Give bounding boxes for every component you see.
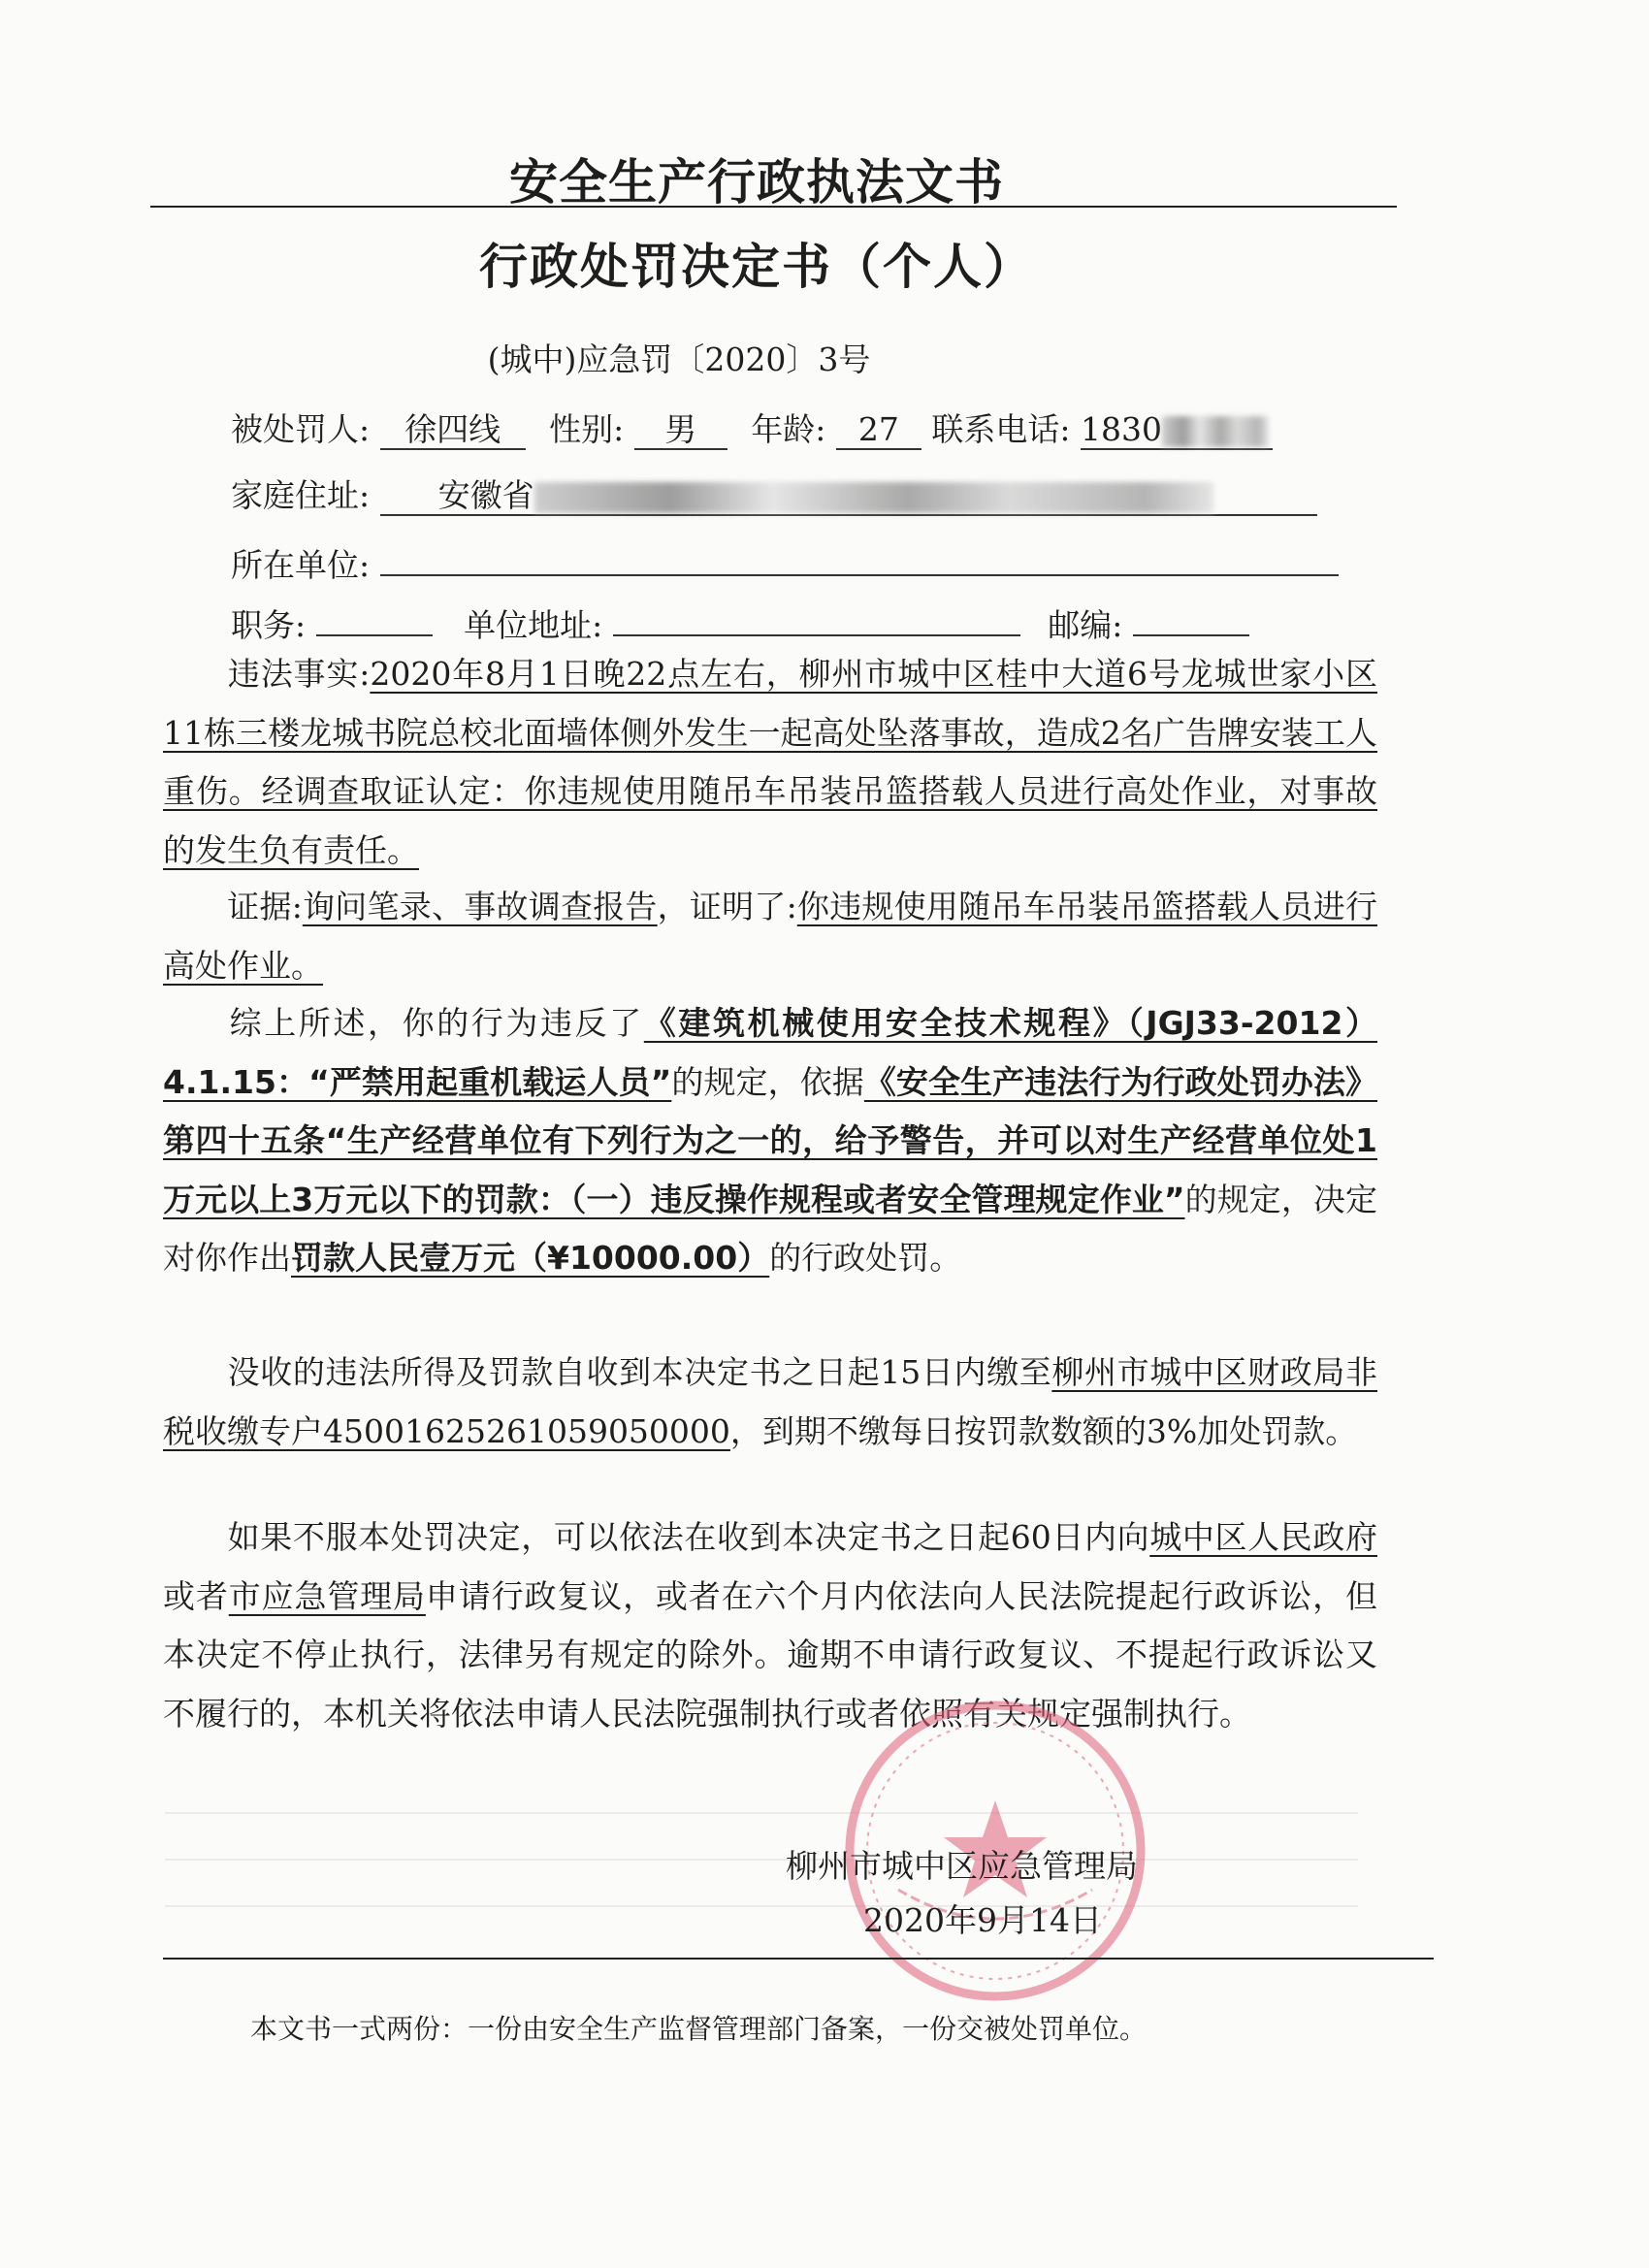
conclusion-lead: 综上所述，你的行为违反了 bbox=[227, 1004, 644, 1042]
phone-label: 联系电话: bbox=[931, 410, 1071, 448]
issuing-authority: 柳州市城中区应急管理局 bbox=[786, 1847, 1138, 1885]
appeal-body-2: 市应急管理局 bbox=[228, 1576, 426, 1615]
party-row-1 bbox=[231, 405, 1273, 454]
party-row-position bbox=[231, 592, 1249, 650]
evidence-proves-label: ，证明了: bbox=[657, 888, 797, 925]
party-row-employer bbox=[231, 532, 1339, 590]
evidence-items: 询问笔录、事故调查报告 bbox=[302, 888, 658, 925]
evidence-proves: 你违规使用随吊车吊装吊篮搭载人员进行高处作业。 bbox=[163, 888, 1378, 985]
penalty-basis: 《安全生产违法行为行政处罚办法》第四十五条“生产经营单位有下列行为之一的，给予警告，并可以对生产经营单位处1万元以上3万元以下的罚款：（一）违反操作规程或者安全管理规定作业” bbox=[163, 1062, 1378, 1218]
payment-account: 柳州市城中区财政局非税收缴专户450016252610590500​00 bbox=[163, 1353, 1378, 1450]
employer-address-value bbox=[613, 592, 1020, 636]
phone-value: 1830 bbox=[1081, 410, 1162, 448]
name-value: 徐四线 bbox=[380, 405, 526, 450]
conclusion-mid: 的规定，依据 bbox=[671, 1062, 864, 1101]
decision-lead: 的规定，决定对你作出 bbox=[163, 1180, 1377, 1277]
appeal-lead: 如果不服本处罚决定，可以依法在收到本决定书之日起60日内向 bbox=[227, 1518, 1150, 1556]
appeal-body-1: 城中区人民政府 bbox=[1149, 1518, 1378, 1556]
header-rule bbox=[150, 206, 1397, 208]
payment-paragraph bbox=[163, 1344, 1377, 1461]
employer-address-label: 单位地址: bbox=[464, 606, 603, 644]
position-label: 职务: bbox=[231, 606, 307, 644]
appeal-tail: 申请行政复议，或者在六个月内依法向人民法院提起行政诉讼，但本决定不停止执行，法律另有规定的除外。逾期不申请行政复议、不提起行政诉讼又不履行的，本机关将依法申请人民法院强制执行或者依照有关规定强制执行。 bbox=[163, 1576, 1378, 1733]
employer-label: 所在单位: bbox=[231, 546, 371, 584]
postcode-label: 邮编: bbox=[1048, 606, 1123, 644]
address-value: 安徽省 bbox=[437, 476, 534, 514]
redaction-blur bbox=[534, 482, 1213, 513]
address-label: 家庭住址: bbox=[231, 476, 371, 514]
evidence-paragraph bbox=[163, 878, 1377, 995]
facts-paragraph bbox=[163, 645, 1377, 880]
conclusion-paragraph bbox=[163, 994, 1377, 1288]
document-category: 安全生产行政执法文书 bbox=[509, 154, 1004, 211]
bleed-through-text bbox=[165, 1802, 1358, 1928]
footer-note: 本文书一式两份：一份由安全生产监督管理部门备案，一份交被处罚单位。 bbox=[250, 2013, 1148, 2045]
facts-label: 违法事实: bbox=[227, 655, 371, 693]
employer-value bbox=[380, 532, 1339, 576]
address-field bbox=[380, 471, 1317, 516]
gender-label: 性别: bbox=[549, 410, 625, 448]
decision-tail: 的行政处罚。 bbox=[769, 1239, 962, 1277]
violated-regulation: 《建筑机械使用安全技术规程》（JGJ33-2012）4.1.15：“严禁用起重机载运人员” bbox=[163, 1004, 1377, 1101]
evidence-label: 证据: bbox=[227, 888, 303, 925]
document-title: 行政处罚决定书（个人） bbox=[479, 239, 1034, 295]
age-label: 年龄: bbox=[751, 410, 826, 448]
penalty-amount: 罚款人民壹万元（¥10000.00） bbox=[291, 1239, 770, 1277]
footer-rule bbox=[163, 1958, 1434, 1960]
issue-date: 2020年9月14日 bbox=[863, 1901, 1102, 1939]
gender-value: 男 bbox=[634, 405, 728, 450]
name-label: 被处罚人: bbox=[231, 410, 371, 448]
phone-field bbox=[1081, 405, 1273, 450]
facts-text: 2020年8月1日晚22点左右，柳州市城中区桂中大道6号龙城世家小区11栋三楼龙城书院总校北面墙体侧外发生一起高处坠落事故，造成2名广告牌安装工人重伤。经调查取证认定：你违规使用随吊车吊装吊篮搭载人员进行高处作业，对事故的发生负有责任。 bbox=[163, 655, 1377, 869]
party-row-address bbox=[231, 471, 1317, 520]
appeal-paragraph bbox=[163, 1508, 1377, 1743]
age-value: 27 bbox=[836, 405, 922, 450]
postcode-value bbox=[1133, 592, 1249, 636]
redaction-blur bbox=[1162, 416, 1269, 447]
appeal-or: 或者 bbox=[163, 1576, 229, 1615]
document-number: (城中)应急罚〔2020〕3号 bbox=[487, 340, 871, 378]
position-value bbox=[316, 592, 433, 636]
payment-lead: 没收的违法所得及罚款自收到本决定书之日起15日内缴至 bbox=[227, 1353, 1052, 1391]
payment-tail: ，到期不缴每日按罚款数额的3%加处罚款。 bbox=[729, 1411, 1358, 1450]
